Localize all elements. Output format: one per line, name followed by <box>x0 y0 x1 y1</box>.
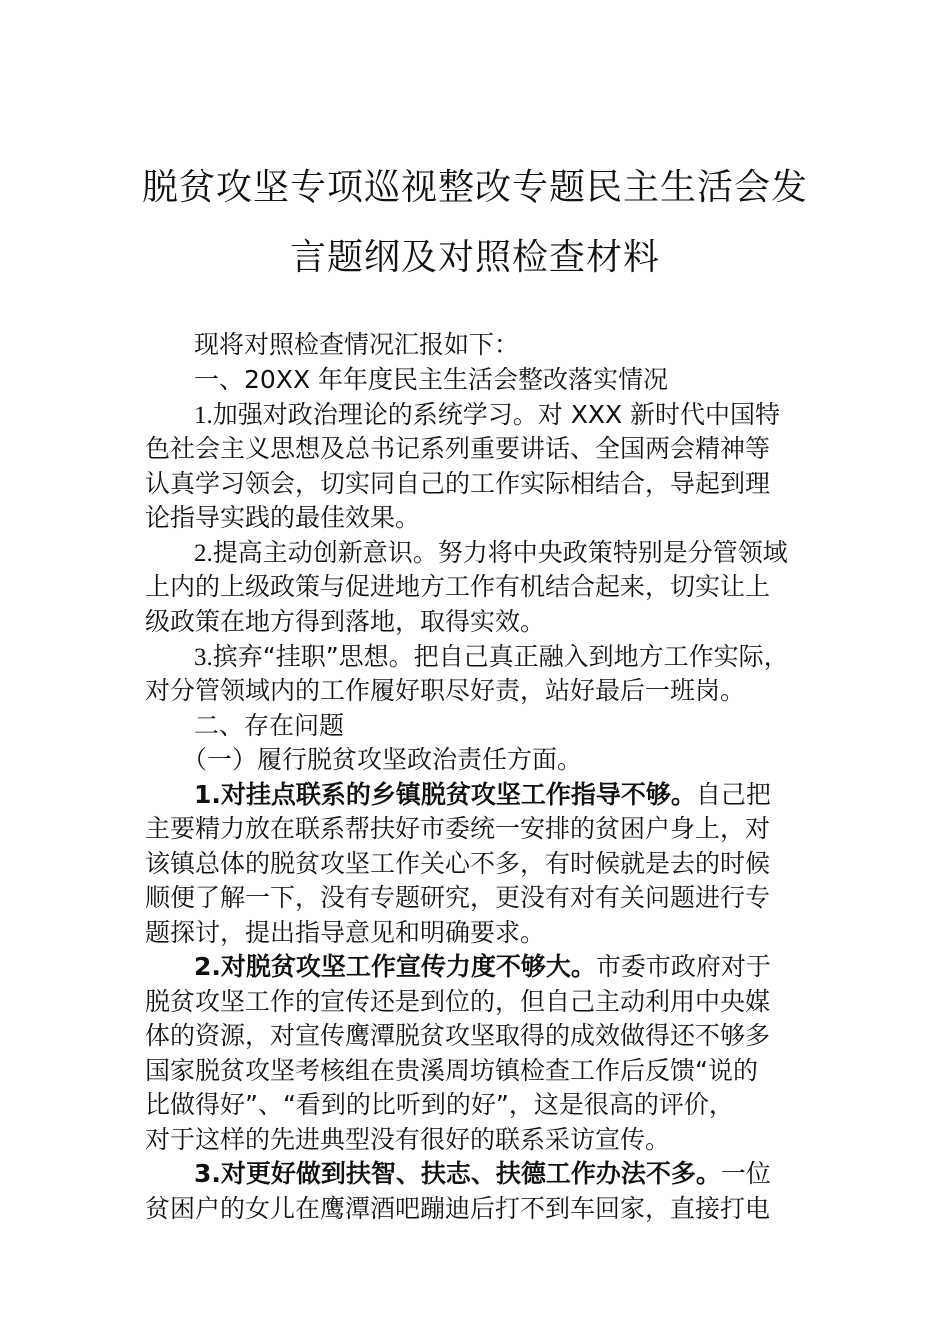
paragraph-line: 论指导实践的最佳效果。 <box>145 503 421 532</box>
paragraph-line: 主要精力放在联系帮扶好市委统一安排的贫困户身上，对 <box>145 814 771 843</box>
document-title-line-1: 脱贫攻坚专项巡视整改专题民主生活会发 <box>141 167 808 208</box>
paragraph-line: 体的资源，对宣传鹰潭脱贫攻坚取得的成效做得还不够多 <box>145 1021 771 1050</box>
paragraph-line: 上内的上级政策与促进地方工作有机结合起来，切实让上 <box>145 572 771 601</box>
paragraph-line: 1.加强对政治理论的系统学习。对 XXX 新时代中国特 <box>194 400 781 429</box>
paragraph-line: 级政策在地方得到落地，取得实效。 <box>145 607 546 636</box>
paragraph-line: 1.对挂点联系的乡镇脱贫攻坚工作指导不够。自己把 <box>194 780 771 809</box>
paragraph-line: 比做得好”、“看到的比听到的好”，这是很高的评价， <box>145 1090 734 1119</box>
paragraph-line: 3.对更好做到扶智、扶志、扶德工作办法不多。一位 <box>194 1159 771 1188</box>
section-heading-1: 一、20XX 年年度民主生活会整改落实情况 <box>194 365 669 394</box>
paragraph-line: 脱贫攻坚工作的宣传还是到位的，但自己主动利用中央媒 <box>145 987 771 1016</box>
paragraph-line: 顺便了解一下，没有专题研究，更没有对有关问题进行专 <box>145 883 771 912</box>
paragraph-line: 2.提高主动创新意识。努力将中央政策特别是分管领域 <box>194 538 788 567</box>
paragraph-line: 对于这样的先进典型没有很好的联系采访宣传。 <box>145 1125 671 1154</box>
paragraph-intro: 现将对照检查情况汇报如下： <box>194 330 520 359</box>
paragraph-line: 2.对脱贫攻坚工作宣传力度不够大。市委市政府对于 <box>194 952 771 981</box>
paragraph-line: 贫困户的女儿在鹰潭酒吧蹦迪后打不到车回家，直接打电 <box>145 1194 771 1223</box>
paragraph-line: 色社会主义思想及总书记系列重要讲话、全国两会精神等 <box>145 434 771 463</box>
paragraph-line: 题探讨，提出指导意见和明确要求。 <box>145 918 546 947</box>
section-heading-2: 二、存在问题 <box>194 711 345 740</box>
subsection-heading: （一）履行脱贫攻坚政治责任方面。 <box>182 745 583 774</box>
paragraph-line: 3.摈弃“挂职”思想。把自己真正融入到地方工作实际， <box>194 642 789 671</box>
paragraph-line: 对分管领域内的工作履好职尽好责，站好最后一班岗。 <box>145 676 746 705</box>
paragraph-line: 国家脱贫攻坚考核组在贵溪周坊镇检查工作后反馈“说的 <box>145 1056 758 1085</box>
document-title-line-2: 言题纲及对照检查材料 <box>289 237 660 278</box>
paragraph-line: 该镇总体的脱贫攻坚工作关心不多，有时候就是去的时候 <box>145 849 771 878</box>
paragraph-line: 认真学习领会，切实同自己的工作实际相结合，导起到理 <box>145 469 771 498</box>
